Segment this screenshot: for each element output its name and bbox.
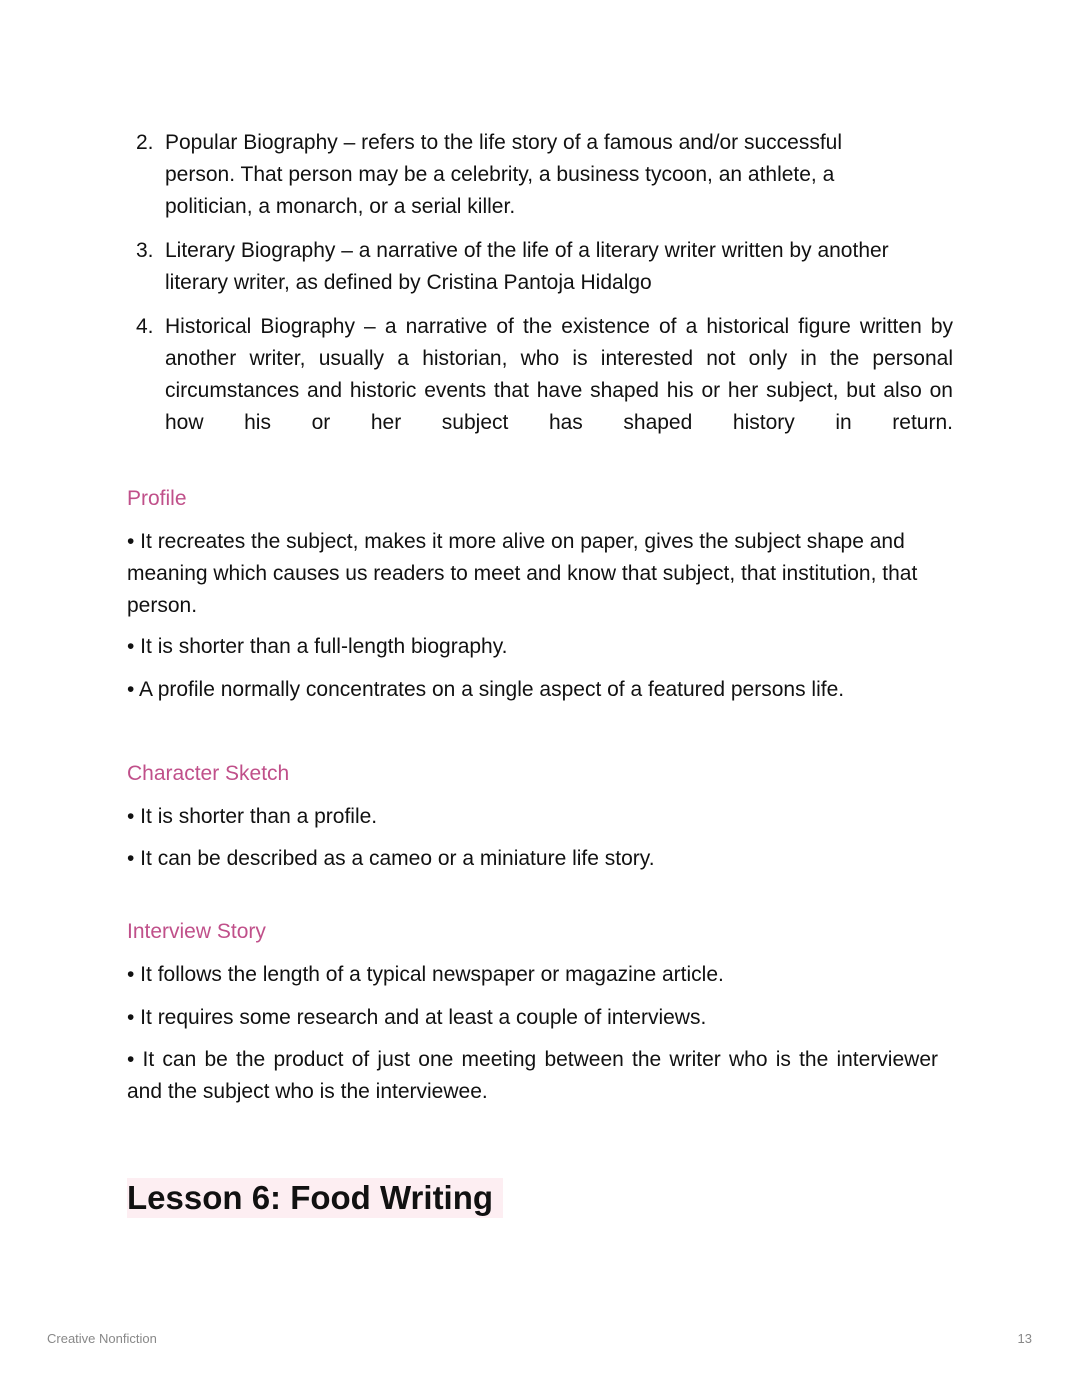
list-item-historical-biography <box>136 311 953 439</box>
lesson-heading: Lesson 6: Food Writing <box>127 1178 503 1218</box>
section-heading-profile: Profile <box>127 487 187 510</box>
bullet: • It recreates the subject, makes it more alive on paper, gives the subject shape and meaning which causes us readers to meet and know that subject, that institution, that person. <box>127 530 918 617</box>
list-text: Popular Biography – refers to the life story of a famous and/or successful person. That person may be a celebrity, a business tycoon, an athlete, a politician, a monarch, or a serial killer. <box>165 131 843 218</box>
bullet: • It is shorter than a profile. <box>127 805 378 828</box>
list-number: 4. <box>136 315 154 338</box>
bullet: • It is shorter than a full-length biography. <box>127 635 508 658</box>
list-text: Historical Biography – a narrative of the existence of a historical figure written by another writer, usually a historian, who is interested not only in the personal circumstances and historic events that have shaped his or her subject, but also on how his or her subject has shaped history in return. <box>165 315 953 434</box>
list-text: Literary Biography – a narrative of the life of a literary writer written by another literary writer, as defined by Cristina Pantoja Hidalgo <box>165 239 889 294</box>
list-item-literary-biography <box>136 235 906 299</box>
bullet: • It follows the length of a typical newspaper or magazine article. <box>127 963 724 986</box>
list-item-popular-biography <box>136 127 906 223</box>
section-heading-character-sketch: Character Sketch <box>127 762 290 785</box>
section-heading-interview-story: Interview Story <box>127 920 266 943</box>
footer-title: Creative Nonfiction <box>47 1331 157 1346</box>
bullet: • It requires some research and at least a couple of interviews. <box>127 1006 707 1029</box>
page-number: 13 <box>1017 1331 1032 1346</box>
list-number: 2. <box>136 131 154 154</box>
list-number: 3. <box>136 239 154 262</box>
bullet: • It can be described as a cameo or a miniature life story. <box>127 847 655 870</box>
bullet: • A profile normally concentrates on a single aspect of a featured persons life. <box>127 678 845 701</box>
bullet: • It can be the product of just one meeting between the writer who is the interviewer and the subject who is the interviewee. <box>127 1048 938 1103</box>
